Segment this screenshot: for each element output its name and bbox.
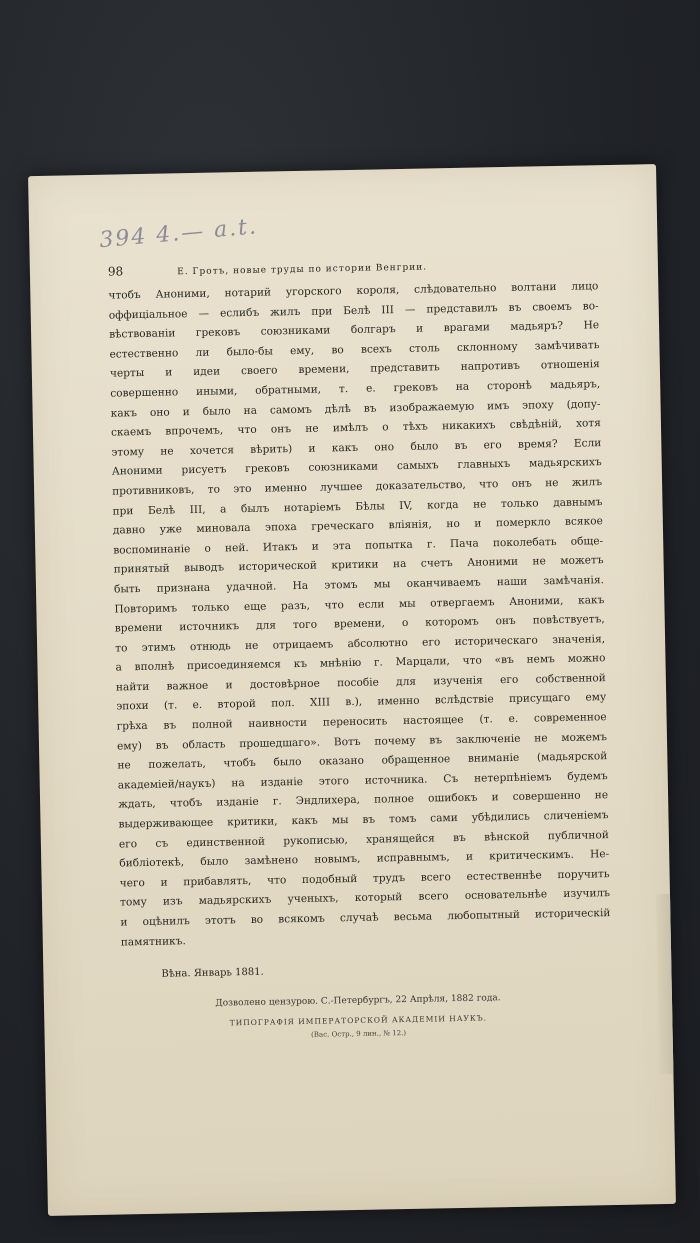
text-line: этому не хочется вѣрить) и какъ оно было въ его время? Если [111,436,602,459]
text-line: ждать, чтобъ изданіе г. Эндлихера, полное ошибокъ и совершенно не [118,789,609,811]
text-line: быть признана удачной. На этомъ мы оканчиваемъ наши замѣчанія. [113,574,605,596]
text-line: воспоминаніе о ней. Итакъ и эта попытка г. Пача поколебать обще- [113,534,604,557]
text-line: тому изъ мадьярскихъ ученыхъ, который всего основательнѣе изучилъ [119,887,611,909]
text-line: памятникъ. [120,934,186,949]
text-line: найти важное и достовѣрное пособіе для изученія его собственной [115,672,606,694]
text-line: библіотекѣ, было замѣнено новымъ, исправнымъ, и критическимъ. Не- [119,848,610,870]
text-line: принятый выводъ исторической критики на счетъ Аноними не можетъ [113,554,604,576]
text-line: времени источникъ для того времени, о которомъ онъ повѣствуетъ, [114,613,605,635]
text-line: Аноними рисуетъ грековъ союзниками самыхъ главныхъ мадьярскихъ [111,456,602,478]
text-line: оффиціальное — еслибъ жилъ при Белѣ III — представилъ въ своемъ во- [108,299,599,322]
text-line: ему) въ область прошедшаго». Вотъ почему въ заключеніе не можемъ [116,730,608,753]
document-page [28,164,676,1216]
page-number: 98 [107,264,124,279]
page-header [108,255,598,278]
text-line: давно уже миновала эпоха греческаго вліянія, но и померкло всякое [112,515,603,537]
text-line: чтобъ Аноними, нотарий угорского короля, слѣдовательно волтани лицо [108,280,599,302]
handwritten-note: 394 4.— a.t. [98,214,259,254]
text-line: то этимъ отнюдь не отрицаемъ абсолютно его историческаго значенія, [115,632,606,655]
text-line: а вполнѣ присоединяемся къ мнѣнію г. Марцали, что «въ немъ можно [115,652,606,674]
printer-imprint: ТИПОГРАФІЯ ИМПЕРАТОРСКОЙ АКАДЕМІИ НАУКЪ. [229,1013,488,1028]
text-line: грѣха въ полной наивности переносить настоящее (т. е. современное [116,711,607,733]
text-line: противниковъ, то это именно лучшее доказательство, что онъ не жилъ [112,476,603,498]
text-line: не пожелать, чтобъ было оказано обращенное вниманіе (мадьярской [117,750,608,772]
text-line: вѣствованіи грековъ союзниками болгаръ и врагами мадьяръ? Не [109,319,600,341]
running-head: Е. Гротъ, новые труды по истории Венгрии. [177,262,428,278]
text-line: чего и прибавлять, что подобный трудъ всего естественнѣе поручить [119,867,610,890]
text-line: естественно ли было-бы ему, во всехъ столь склонному замѣчивать [109,338,600,361]
text-line: скаемъ впрочемъ, что онъ не имѣлъ о тѣхъ никакихъ свѣдѣній, хотя [110,417,602,439]
text-line: какъ оно и было на самомъ дѣлѣ въ изображаемую имъ эпоху (допу- [110,397,601,420]
printer-address: (Вас. Остр., 9 лин., № 12.) [311,1029,407,1039]
text-line: при Белѣ III, а былъ нотаріемъ Бѣлы IV, когда не только давнымъ [112,495,603,518]
dateline: Вѣна. Январь 1881. [161,966,264,980]
text-line: эпохи (т. е. второй пол. XIII в.), именно вслѣдствіе присущаго ему [116,691,607,713]
text-line: и оцѣнилъ этотъ во всякомъ случаѣ весьма любопытный историческій [120,907,611,929]
body-text [108,277,611,952]
text-line: выдерживающее критики, какъ мы въ томъ сами убѣдились сличеніемъ [118,809,609,831]
text-line: академіей/наукъ) на изданіе этого источника. Съ нетерпѣніемъ будемъ [117,769,608,792]
text-line: совершенно иными, обратными, т. е. грековъ на сторонѣ мадьяръ, [110,378,601,400]
censorship-note: Дозволено цензурою. С.-Петербургъ, 22 Апрѣля, 1882 года. [215,993,501,1009]
text-line: Повторимъ только еще разъ, что если мы отвергаемъ Аноними, какъ [114,593,605,616]
text-line: черты и идеи своего времени, представить напротивъ отношенія [109,358,600,380]
text-line: его съ единственной рукописью, хранящейся въ вѣнской публичной [118,828,609,851]
